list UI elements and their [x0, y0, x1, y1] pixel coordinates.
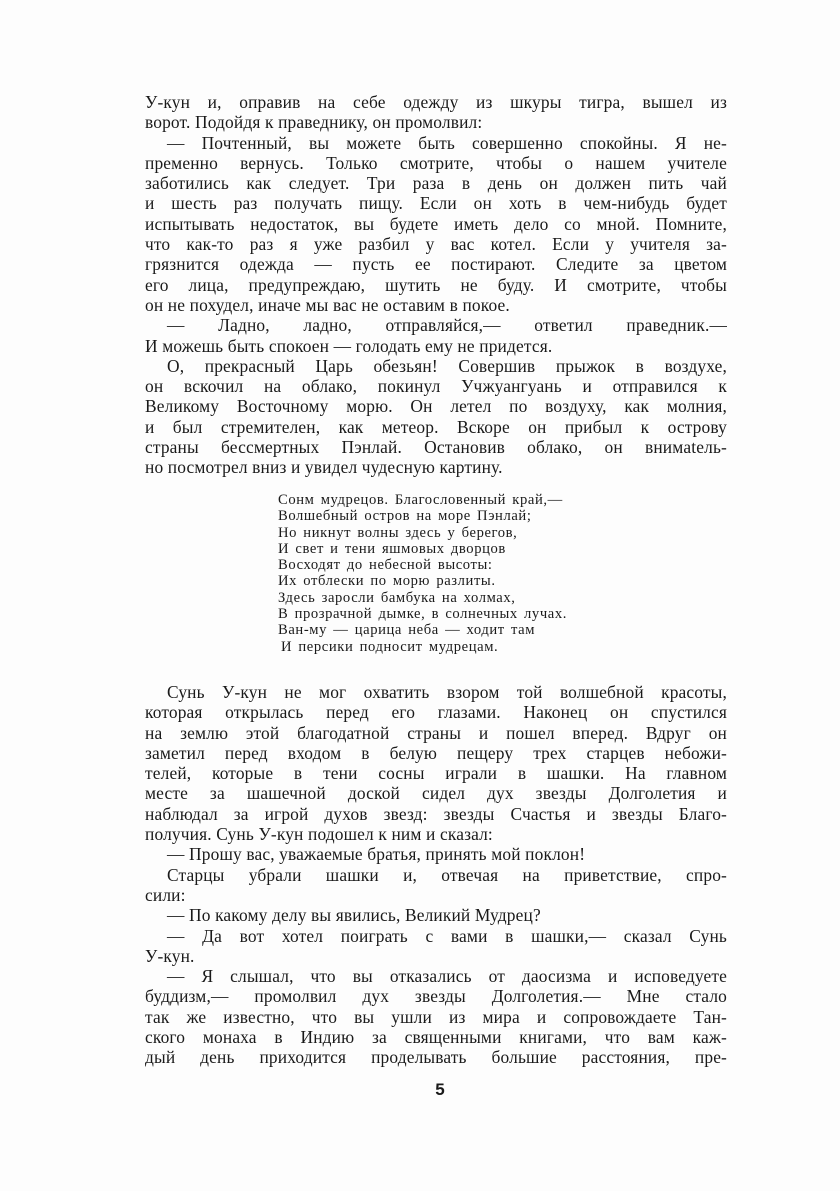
- poem-line: И свет и тени яшмовых дворцов: [278, 540, 506, 557]
- text-line: пременно вернусь. Только смотрите, чтобы о нашем учителе: [145, 152, 727, 173]
- poem-line: Их отблески по морю разлиты.: [278, 573, 496, 590]
- poem-line: Но никнут волны здесь у берегов,: [278, 524, 518, 541]
- text-line: страны бессмертных Пэнлай. Остановив облако, он внимatель-: [145, 437, 727, 458]
- text-line: что как-то раз я уже разбил у вас котел. Если у учителя за-: [145, 234, 727, 255]
- text-line: и шесть раз получать пищу. Если он хоть в чем-нибудь будет: [145, 193, 727, 214]
- poem-block: [278, 492, 618, 655]
- poem-line: Волшебный остров на море Пэнлай;: [278, 508, 532, 525]
- text-line: Сунь У-кун не мог охватить взором той волшебной красоты,: [167, 682, 727, 702]
- text-line: испытывать недостаток, вы будете иметь дело со мной. Помните,: [145, 213, 727, 234]
- text-line: его лица, предупреждаю, шутить не буду. И смотрите, чтобы: [145, 274, 727, 295]
- poem-line: Восходят до небесной высоты:: [278, 557, 493, 574]
- text-line: дый день приходится проделывать большие расстояния, пре-: [145, 1047, 727, 1068]
- text-line: и был стремителен, как метеор. Вскоре он прибыл к острову: [145, 416, 727, 437]
- poem-line: В прозрачной дымке, в солнечных лучах.: [278, 606, 567, 623]
- prose-section-2: [145, 682, 727, 1068]
- text-line: месте за шашечной доской сидел дух звезды Долголетия и: [145, 783, 727, 804]
- text-line: сили:: [145, 884, 186, 905]
- text-line: У-кун и, оправив на себе одежду из шкуры тигра, вышел из: [145, 92, 727, 112]
- text-line: заботились как следует. Три раза в день он должен пить чай: [145, 173, 727, 194]
- text-line: — Я слышал, что вы отказались от даосизма и исповедуете: [167, 966, 727, 987]
- text-line: ворот. Подойдя к праведнику, он промолвил:: [145, 112, 483, 133]
- text-line: У-кун.: [145, 945, 195, 966]
- text-line: — Прошу вас, уважаемые братья, принять мой поклон!: [167, 844, 586, 865]
- text-line: наблюдал за игрой духов звезд: звезды Счастья и звезды Благо-: [145, 803, 727, 824]
- text-line: но посмотрел вниз и увидел чудесную картину.: [145, 457, 503, 478]
- poem-line: Здесь заросли бамбука на холмах,: [278, 589, 516, 606]
- text-line: О, прекрасный Царь обезьян! Совершив прыжок в воздухе,: [167, 355, 727, 376]
- text-line: получия. Сунь У-кун подошел к ним и сказал:: [145, 824, 493, 845]
- text-line: он вскочил на облако, покинул Учжуангуань и отправился к: [145, 376, 727, 397]
- text-line: И можешь быть спокоен — голодать ему не придется.: [145, 335, 553, 356]
- text-line: ского монаха в Индию за священными книгами, что вам каж-: [145, 1027, 727, 1048]
- poem-line: И персики подносит мудрецам.: [281, 638, 499, 655]
- prose-section-1: [145, 92, 727, 478]
- text-line: Старцы убрали шашки и, отвечая на приветствие, спро-: [167, 864, 727, 885]
- text-line: на землю этой благодатной страны и пошел вперед. Вдруг он: [145, 722, 727, 743]
- text-line: — Ладно, ладно, отправляйся,— ответил праведник.—: [167, 315, 727, 336]
- poem-line: Ван-му — царица неба — ходит там: [278, 622, 536, 639]
- text-line: которая открылась перед его глазами. Наконец он спустился: [145, 702, 727, 723]
- text-line: — По какому делу вы явились, Великий Мудрец?: [167, 905, 541, 926]
- text-line: телей, которые в тени сосны играли в шашки. На главном: [145, 763, 727, 784]
- text-line: — Почтенный, вы можете быть совершенно спокойны. Я не-: [167, 132, 727, 153]
- text-line: так же известно, что вы ушли из мира и сопровождаете Тан-: [145, 1006, 727, 1027]
- text-line: — Да вот хотел поиграть с вами в шашки,— сказал Сунь: [167, 925, 727, 946]
- text-line: заметил перед входом в белую пещеру трех старцев небожи-: [145, 742, 727, 763]
- text-line: он не похудел, иначе мы вас не оставим в покое.: [145, 294, 510, 315]
- page-number: 5: [435, 1080, 445, 1099]
- poem-line: Сонм мудрецов. Благословенный край,—: [278, 492, 563, 508]
- text-line: Великому Восточному морю. Он летел по воздуху, как молния,: [145, 396, 727, 417]
- text-line: грязнится одежда — пусть ее постирают. Следите за цветом: [145, 254, 727, 275]
- text-line: буддизм,— промолвил дух звезды Долголетия.— Мне стало: [145, 986, 727, 1007]
